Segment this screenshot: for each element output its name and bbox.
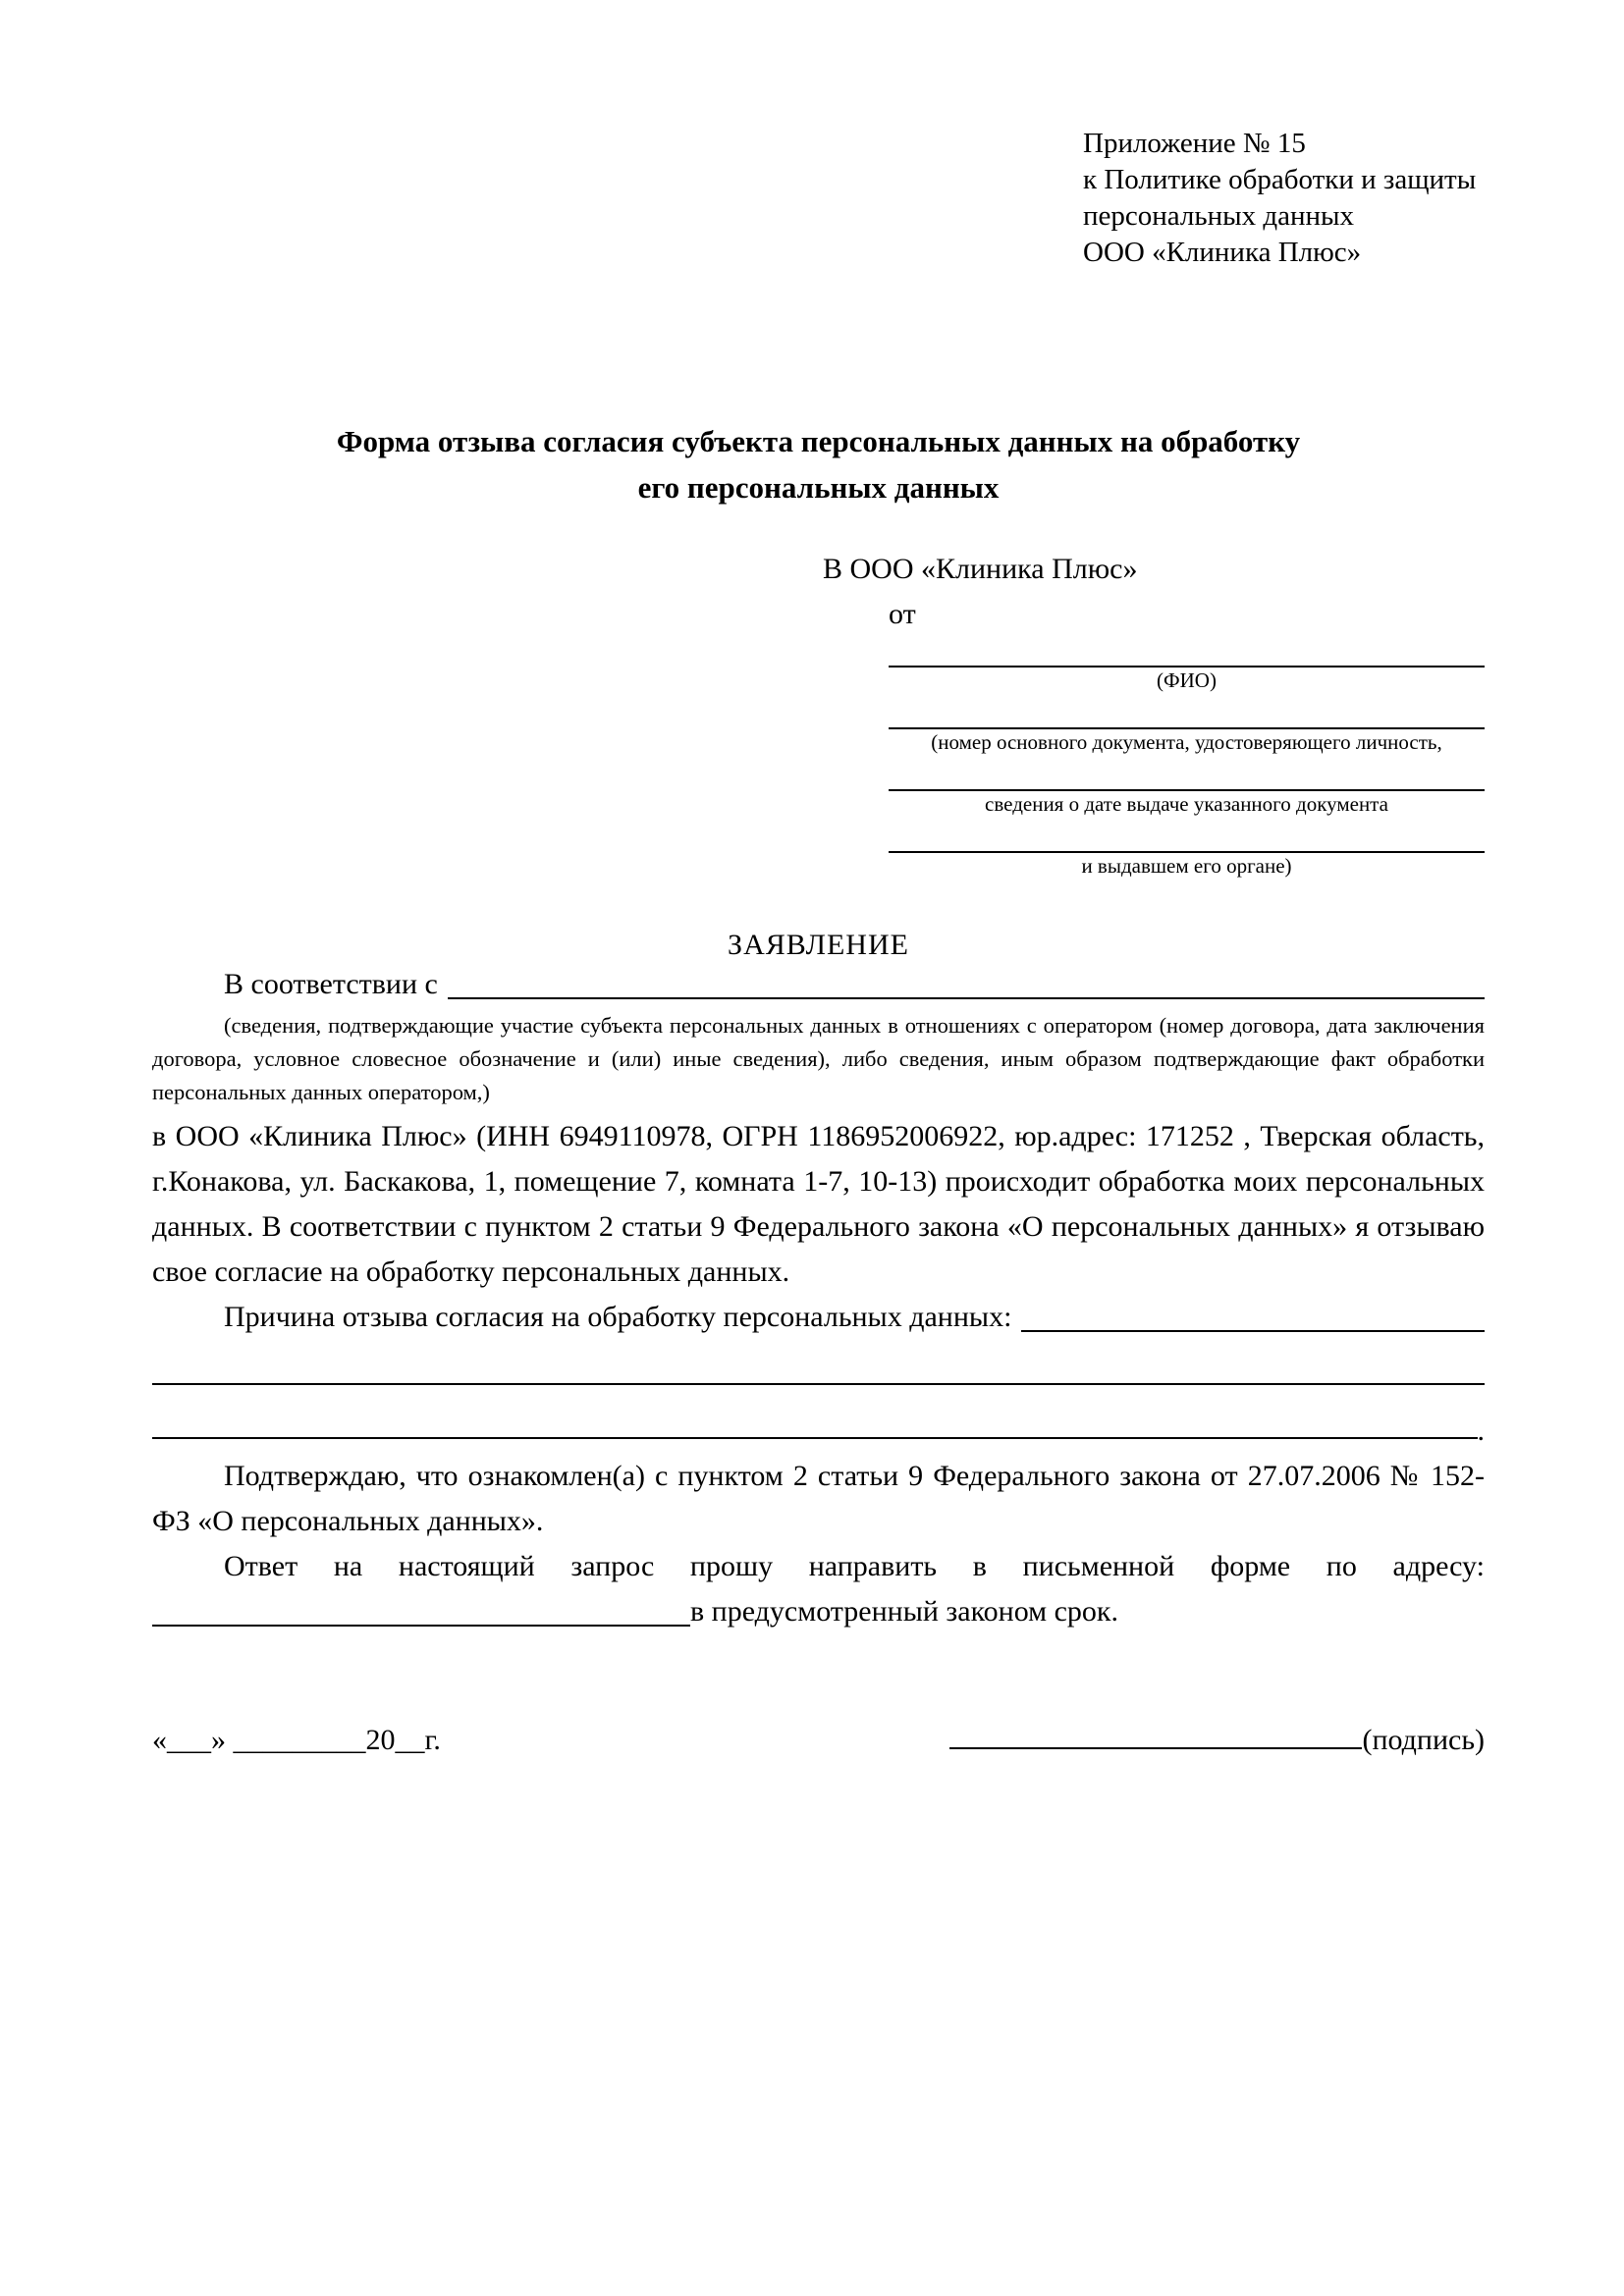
document-issue-date-caption: сведения о дате выдаче указанного документа <box>985 792 1388 816</box>
statement-heading: ЗАЯВЛЕНИЕ <box>728 929 909 961</box>
document-issuer-field <box>889 818 1485 880</box>
reason-blank-line-1 <box>1021 1330 1485 1332</box>
document-issuer-blank-line <box>889 818 1485 853</box>
reason-blank-line-2 <box>152 1383 1485 1385</box>
addressee-block <box>152 552 1485 880</box>
footer-row <box>152 1721 1485 1760</box>
addressee-from-label: от <box>889 598 916 630</box>
main-paragraph: в ООО «Клиника Плюс» (ИНН 6949110978, ОГРН 1186952006922, юр.адрес: 171252 , Тверская область, г.Конакова, ул. Баскакова, 1, помещение 7, комната 1-7, 10-13) происходит обработка моих персональных данных. В соответствии с пунктом 2 статьи 9 Федерального закона «О персональных данных» я отзываю свое согласие на обработку персональных данных. <box>152 1120 1485 1288</box>
document-title-line1: Форма отзыва согласия субъекта персональных данных на обработку <box>336 424 1301 458</box>
document-number-field <box>889 694 1485 756</box>
full-name-caption: (ФИО) <box>1157 668 1217 692</box>
date-line: «___» _________20__г. <box>152 1724 441 1756</box>
appendix-line-1: Приложение № 15 <box>1083 128 1306 159</box>
reply-address-row <box>152 1589 1485 1634</box>
signature-blank-line <box>949 1734 1362 1749</box>
reason-row <box>152 1295 1485 1340</box>
according-blank-line <box>448 997 1485 999</box>
according-row <box>152 962 1485 1007</box>
line-end-period: . <box>1477 1415 1485 1447</box>
appendix-line-3: персональных данных <box>1083 200 1355 232</box>
reason-label: Причина отзыва согласия на обработку персональных данных: <box>224 1301 1012 1333</box>
appendix-line-2: к Политике обработки и защиты <box>1083 164 1477 195</box>
appendix-block <box>1083 126 1485 271</box>
document-title <box>152 418 1485 510</box>
document-issue-date-field <box>889 756 1485 818</box>
signature-caption: (подпись) <box>1362 1724 1485 1756</box>
document-number-blank-line <box>889 694 1485 729</box>
reply-tail-text: в предусмотренный законом срок. <box>690 1595 1118 1628</box>
confirm-paragraph: Подтверждаю, что ознакомлен(а) с пунктом 2 статьи 9 Федерального закона от 27.07.2006 № 152-ФЗ «О персональных данных». <box>152 1460 1485 1537</box>
reason-blank-line-3 <box>152 1437 1478 1439</box>
fine-print-note: (сведения, подтверждающие участие субъекта персональных данных в отношениях с оператором (номер договора, дата заключения договора, условное словесное обозначение и (или) иные сведения), либо сведения, иным образом подтверждающие факт обработки персональных данных оператором,) <box>152 1013 1485 1104</box>
according-label: В соответствии с <box>224 968 438 1000</box>
appendix-line-4: ООО «Клиника Плюс» <box>1083 237 1362 268</box>
reply-paragraph: Ответ на настоящий запрос прошу направить в письменной форме по адресу: <box>224 1550 1485 1582</box>
full-name-blank-line <box>889 632 1485 667</box>
full-name-field <box>889 632 1485 694</box>
document-title-line2: его персональных данных <box>637 470 1000 505</box>
document-issue-date-blank-line <box>889 756 1485 791</box>
reply-address-blank-line <box>152 1625 690 1627</box>
document-number-caption: (номер основного документа, удостоверяющего личность, <box>931 730 1442 754</box>
addressee-organization: В ООО «Клиника Плюс» <box>823 553 1138 585</box>
reason-blank-line-3-row <box>152 1416 1485 1446</box>
document-issuer-caption: и выдавшем его органе) <box>1081 854 1292 878</box>
